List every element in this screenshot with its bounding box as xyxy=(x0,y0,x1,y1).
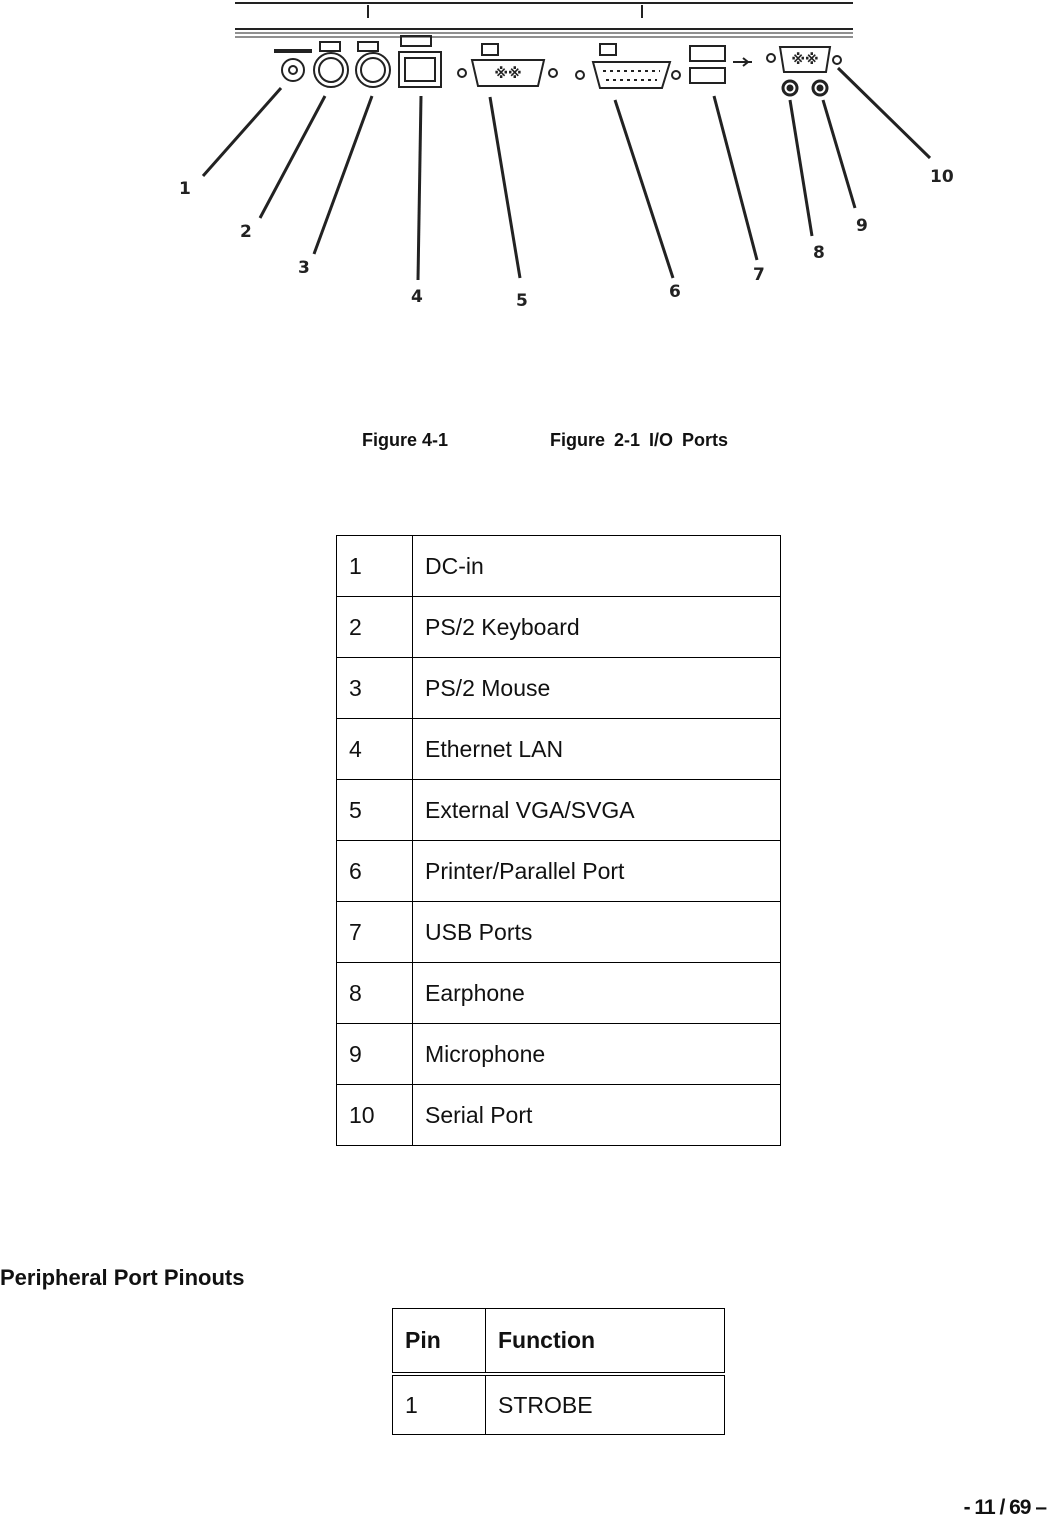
table-row xyxy=(337,963,781,1024)
port-name: Microphone xyxy=(413,1024,781,1085)
audio-jacks xyxy=(783,81,827,95)
column-header-function: Function xyxy=(486,1309,725,1375)
ps2-keyboard-port xyxy=(314,42,348,87)
table-row xyxy=(337,597,781,658)
port-name: Ethernet LAN xyxy=(413,719,781,780)
table-header-row xyxy=(393,1309,725,1375)
port-name: PS/2 Mouse xyxy=(413,658,781,719)
port-number: 8 xyxy=(337,963,413,1024)
port-name: Earphone xyxy=(413,963,781,1024)
port-number: 3 xyxy=(337,658,413,719)
table-row xyxy=(393,1374,725,1435)
callout-6: 6 xyxy=(669,282,681,302)
table-row xyxy=(337,841,781,902)
figure-caption-label: Figure 4-1 xyxy=(362,430,449,450)
port-name: Serial Port xyxy=(413,1085,781,1146)
callout-numbers xyxy=(179,167,954,311)
section-heading: Peripheral Port Pinouts xyxy=(0,1265,245,1290)
table-row xyxy=(337,1024,781,1085)
figure-caption-title: Figure 2-1 I/O Ports xyxy=(550,430,729,450)
pinouts-table xyxy=(392,1308,725,1435)
callout-3: 3 xyxy=(298,258,310,278)
pin-number: 1 xyxy=(393,1374,486,1435)
table-row xyxy=(337,536,781,597)
svg-text:※※: ※※ xyxy=(791,51,819,67)
dc-in-port xyxy=(274,49,312,81)
callout-7: 7 xyxy=(753,265,765,285)
port-name: External VGA/SVGA xyxy=(413,780,781,841)
port-number: 2 xyxy=(337,597,413,658)
ethernet-port xyxy=(399,36,441,87)
parallel-port xyxy=(576,44,680,88)
port-number: 9 xyxy=(337,1024,413,1085)
chassis-edge xyxy=(235,3,853,37)
table-row xyxy=(337,902,781,963)
table-row xyxy=(337,1085,781,1146)
callout-10: 10 xyxy=(930,167,954,187)
page-number: - 11 / 69 – xyxy=(963,1496,1046,1519)
pin-function: STROBE xyxy=(486,1374,725,1435)
port-number: 6 xyxy=(337,841,413,902)
port-number: 7 xyxy=(337,902,413,963)
table-row xyxy=(337,658,781,719)
column-header-pin: Pin xyxy=(393,1309,486,1375)
usb-ports xyxy=(690,46,752,83)
svg-text:※※: ※※ xyxy=(494,65,522,81)
ps2-mouse-port xyxy=(356,42,390,87)
io-ports-table xyxy=(336,535,781,1146)
callout-9: 9 xyxy=(856,216,868,236)
table-row xyxy=(337,780,781,841)
port-name: PS/2 Keyboard xyxy=(413,597,781,658)
serial-port xyxy=(767,47,841,72)
callout-2: 2 xyxy=(240,222,252,242)
port-name: Printer/Parallel Port xyxy=(413,841,781,902)
port-number: 10 xyxy=(337,1085,413,1146)
vga-port xyxy=(458,44,557,86)
port-number: 5 xyxy=(337,780,413,841)
callout-1: 1 xyxy=(179,179,191,199)
port-name: USB Ports xyxy=(413,902,781,963)
port-number: 4 xyxy=(337,719,413,780)
callout-8: 8 xyxy=(813,243,825,263)
callout-4: 4 xyxy=(411,287,423,307)
port-number: 1 xyxy=(337,536,413,597)
table-row xyxy=(337,719,781,780)
io-ports-diagram xyxy=(0,0,1064,330)
port-name: DC-in xyxy=(413,536,781,597)
callout-5: 5 xyxy=(516,291,528,311)
